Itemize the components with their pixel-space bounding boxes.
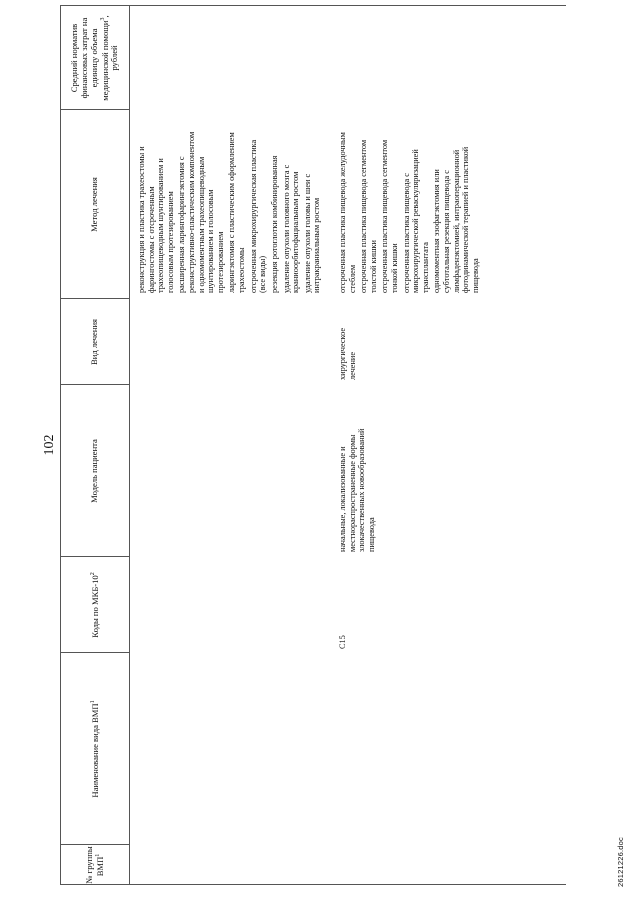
table-border-left <box>61 884 566 885</box>
header-avg-cost <box>61 10 129 106</box>
method-item: удаление опухоли головного мозга с краниоорбитофациальным ростом <box>281 164 301 293</box>
header-icd-codes <box>61 557 129 653</box>
header-avg-cost-unit: , рублей <box>99 15 120 71</box>
icd-code-cell: C15 <box>338 635 347 649</box>
method-item: отсроченная пластика пищевода сегментом толстой кишки <box>359 139 378 293</box>
method-item: отсроченная пластика пищевода с микрохирургической реваскуляризацией трансплантата <box>401 149 430 293</box>
header-treatment-method: Метод лечения <box>89 177 100 232</box>
vmp-table <box>60 5 566 885</box>
method-item: ларингэктомия с пластическим оформлением трахеостомы <box>227 132 247 293</box>
header-avg-cost-text: Средний норматив финансовых затрат на единицу объема медицинской помощи <box>68 17 110 101</box>
table-header-row <box>61 5 130 885</box>
method-item: отсроченная пластика пищевода сегментом тонкой кишки <box>380 139 400 293</box>
table-border-right <box>61 5 566 6</box>
footnote-mark: 1 <box>89 700 96 704</box>
document-filename: 26121226.doc <box>616 837 625 887</box>
patient-model-cell: начальные, локализованные и местнораспространенные формы злокачественных новообразований пищевода <box>338 428 376 552</box>
header-vmp-name <box>61 653 129 845</box>
treatment-type-cell: хирургическое лечение <box>338 327 357 380</box>
methods-continuation <box>137 131 324 293</box>
method-item: отсроченная пластика пищевода желудочным стеблем <box>338 132 357 293</box>
header-group-no-text: № группы ВМП <box>83 846 105 884</box>
header-icd-codes-text: Коды по МКБ-10 <box>89 575 100 638</box>
methods-c15 <box>338 125 483 293</box>
method-item: реконструкция и пластика трахеостомы и фарингостомы с отсроченным трахеопищеводным шунтированием и голосовым протезированием <box>137 146 175 293</box>
footnote-mark: 2 <box>89 572 96 576</box>
footnote-mark: 1 <box>94 853 101 857</box>
document-page <box>30 5 625 887</box>
page-number: 102 <box>42 434 57 456</box>
header-group-no <box>61 845 129 885</box>
method-item: удаление опухоли головы и шеи с интракраниальным ростом <box>302 173 322 293</box>
method-item: резекция ротоглотки комбинированная <box>269 155 279 293</box>
method-item: расширенная ларингофарингэктомия с реконструктивно-пластическим компонентом и одномоментным трахеопищеводным шунтированием и голосовым протезированием <box>177 131 225 293</box>
footnote-mark: 3 <box>99 17 106 21</box>
header-treatment-type: Вид лечения <box>89 318 100 366</box>
header-patient-model: Модель пациента <box>89 439 100 503</box>
method-item: отсроченная микрохирургическая пластика (все виды) <box>248 139 268 293</box>
header-vmp-name-text: Наименование вида ВМП <box>89 703 100 798</box>
method-item: одномоментная эзофагэктомия или субтотальная резекция пищевода с лимфаденэктомией, интраоперационной фотодинамической терапией и пластикой пищевода <box>432 146 480 293</box>
